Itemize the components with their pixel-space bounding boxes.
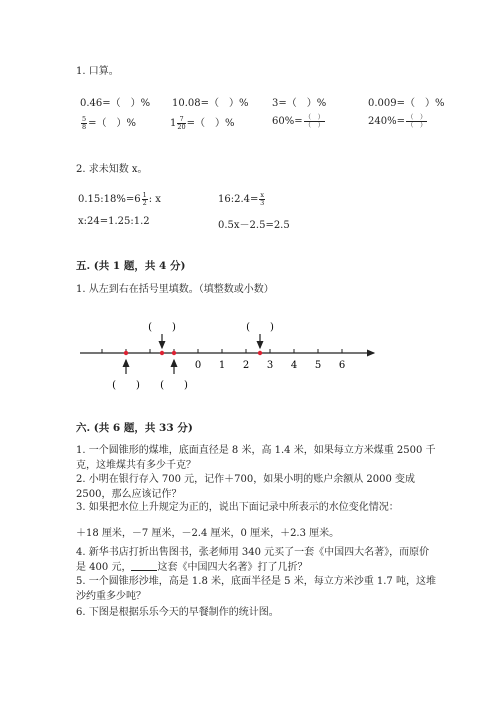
tick-label-5: 5	[314, 360, 322, 371]
tick-label-6: 6	[338, 360, 346, 371]
oral-calc-4: 0.009=（ ）%	[368, 98, 445, 109]
point-c	[172, 351, 176, 355]
oral-calc-6: 1 $\frac{7}{20}$ =（ ）%	[170, 115, 235, 131]
section-2-title: 2. 求未知数 x。	[76, 164, 148, 175]
section-6-header: 六. (共 6 题，共 33 分)	[76, 422, 193, 434]
tick-label-0: 0	[194, 360, 202, 371]
equation-2: 16:2.4= $\frac{x}{3}$	[218, 191, 265, 207]
oral-calc-3: 3=（ ）%	[272, 98, 327, 109]
section-5-header: 五. (共 1 题，共 4 分)	[76, 260, 186, 272]
section-6-question-5: 5. 一个圆锥形沙堆，高是 1.8 米，底面半径是 5 米，每立方米沙重 1.7 吨，这堆沙约重多少吨？	[76, 576, 436, 602]
number-line	[70, 316, 390, 394]
tick-label-2: 2	[242, 360, 250, 371]
fraction: $\frac{x}{3}$	[260, 191, 265, 207]
oral-calc-1: 0.46=（ ）%	[80, 98, 151, 109]
fraction: $\frac{1}{2}$	[142, 191, 147, 207]
answer-paren-bottom-1: ( )	[112, 380, 140, 391]
oral-calc-7: 60%= $\frac{( )}{( )}$	[272, 113, 325, 129]
equation-3: x:24=1.25:1.2	[78, 216, 150, 227]
answer-paren-bottom-2: ( )	[160, 380, 188, 391]
fraction: $\frac{( )}{( )}$	[406, 113, 427, 129]
answer-paren-top-2: ( )	[246, 322, 274, 333]
point-d	[258, 351, 262, 355]
section-6-question-6: 6. 下图是根据乐乐今天的早餐制作的统计图。	[76, 607, 279, 618]
answer-blank[interactable]	[131, 561, 157, 571]
oral-calc-8: 240%= $\frac{( )}{( )}$	[368, 113, 427, 129]
section-6-question-3: 3. 如果把水位上升规定为正的，说出下面记录中所表示的水位变化情况：	[76, 502, 399, 513]
tick-label-1: 1	[218, 360, 226, 371]
section-1-title: 1. 口算。	[76, 66, 119, 77]
section-5-question-1: 1. 从左到右在括号里填数。（填整数或小数）	[76, 284, 274, 295]
tick-marks	[102, 349, 342, 353]
oral-calc-2: 10.08=（ ）%	[172, 98, 249, 109]
section-6-question-1: 1. 一个圆锥形的煤堆，底面直径是 8 米，高 1.4 米，如果每立方米煤重 2500 千克，这堆煤共有多少千克？	[76, 445, 436, 471]
equation-4: 0.5x－2.5=2.5	[218, 220, 290, 231]
point-b	[160, 351, 164, 355]
water-level-values: ＋18 厘米，－7 厘米，－2.4 厘米，0 厘米，＋2.3 厘米。	[76, 528, 340, 539]
oral-calc-5: $\frac{5}{8}$ =（ ）%	[82, 115, 137, 131]
section-6-question-2: 2. 小明在银行存入 700 元，记作＋700，如果小明的账户余额从 2000 变成 2500，那么应该记作？	[76, 474, 416, 500]
fraction: $\frac{( )}{( )}$	[304, 113, 325, 129]
fraction: $\frac{7}{20}$	[177, 115, 186, 131]
tick-label-3: 3	[266, 360, 274, 371]
tick-label-4: 4	[290, 360, 298, 371]
answer-paren-top-1: ( )	[148, 322, 176, 333]
point-a	[124, 351, 128, 355]
section-6-question-4: 4. 新华书店打折出售图书，张老师用 340 元买了一套《中国四大名著》，而原价是 400 元， 这套《中国四大名著》打了几折？	[76, 547, 430, 573]
equation-1: 0.15:18%=6 $\frac{1}{2}$ : x	[78, 191, 161, 207]
fraction: $\frac{5}{8}$	[82, 115, 87, 131]
